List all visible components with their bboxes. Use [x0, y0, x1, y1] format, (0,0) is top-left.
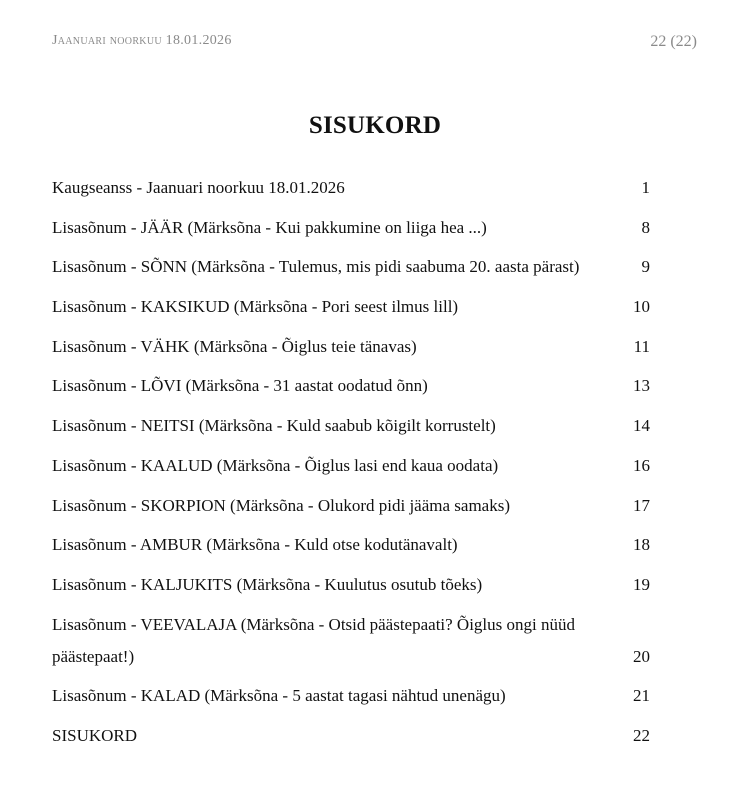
- toc-entry-text: Lisasõnum - SÕNN (Märksõna - Tulemus, mis pidi saabuma 20. aasta pärast): [52, 257, 580, 277]
- toc-entry[interactable]: [52, 212, 650, 244]
- toc-entry[interactable]: [52, 370, 650, 402]
- toc-entry-text: Lisasõnum - KALAD (Märksõna - 5 aastat tagasi nähtud unenägu): [52, 686, 506, 706]
- toc-entry-page: 14: [633, 416, 650, 436]
- running-head-title: Jaanuari noorkuu 18.01.2026: [52, 33, 232, 48]
- toc-entry[interactable]: [52, 291, 650, 323]
- toc-entry-page: 19: [633, 574, 650, 594]
- toc-entry-page: 8: [641, 217, 650, 237]
- toc-entry[interactable]: [52, 680, 650, 712]
- toc-entry-page: 13: [633, 376, 650, 396]
- toc-entry-text: Lisasõnum - KAALUD (Märksõna - Õiglus lasi end kaua oodata): [52, 455, 499, 475]
- toc-list: [52, 172, 650, 760]
- toc-entry-text: Lisasõnum - NEITSI (Märksõna - Kuld saabub kõigilt korrustelt): [52, 416, 496, 436]
- toc-entry-text: Lisasõnum - AMBUR (Märksõna - Kuld otse kodutänavalt): [52, 535, 458, 555]
- toc-entry-page: 18: [633, 535, 650, 555]
- toc-entry[interactable]: [52, 609, 650, 673]
- toc-entry[interactable]: [52, 450, 650, 482]
- toc-entry[interactable]: [52, 490, 650, 522]
- toc-entry-text: Lisasõnum - LÕVI (Märksõna - 31 aastat oodatud õnn): [52, 376, 428, 396]
- toc-entry-page: 1: [641, 178, 650, 197]
- toc-entry-text: SISUKORD: [52, 725, 138, 745]
- toc-entry[interactable]: [52, 569, 650, 601]
- toc-title: SISUKORD: [308, 112, 442, 139]
- toc-entry-text: Lisasõnum - SKORPION (Märksõna - Olukord pidi jääma samaks): [52, 495, 510, 515]
- toc-entry[interactable]: [52, 410, 650, 442]
- toc-entry[interactable]: [52, 529, 650, 561]
- toc-entry-page: 22: [633, 725, 650, 745]
- toc-entry[interactable]: [52, 172, 650, 204]
- toc-entry-page: 17: [633, 495, 650, 515]
- toc-entry-text: Lisasõnum - VEEVALAJA (Märksõna - Otsid päästepaati? Õiglus ongi nüüd päästepaat!): [52, 614, 575, 666]
- toc-entry-text: Lisasõnum - JÄÄR (Märksõna - Kui pakkumine on liiga hea ...): [52, 217, 487, 237]
- toc-entry-text: Lisasõnum - VÄHK (Märksõna - Õiglus teie tänavas): [52, 336, 417, 356]
- toc-entry-text: Kaugseanss - Jaanuari noorkuu 18.01.2026: [52, 178, 345, 197]
- toc-entry[interactable]: [52, 331, 650, 363]
- toc-entry-page: 9: [641, 257, 650, 277]
- toc-entry-text: Lisasõnum - KAKSIKUD (Märksõna - Pori seest ilmus lill): [52, 297, 459, 317]
- toc-entry-page: 16: [633, 455, 650, 475]
- toc-entry-page: 10: [633, 297, 650, 317]
- toc-entry-page: 20: [633, 646, 650, 666]
- toc-entry-page: 21: [633, 686, 650, 706]
- toc-entry[interactable]: [52, 720, 650, 752]
- page-indicator: 22 (22): [650, 33, 697, 50]
- toc-entry-page: 11: [633, 336, 650, 356]
- toc-entry-text: Lisasõnum - KALJUKITS (Märksõna - Kuulutus osutub tõeks): [52, 574, 483, 594]
- toc-entry[interactable]: [52, 251, 650, 283]
